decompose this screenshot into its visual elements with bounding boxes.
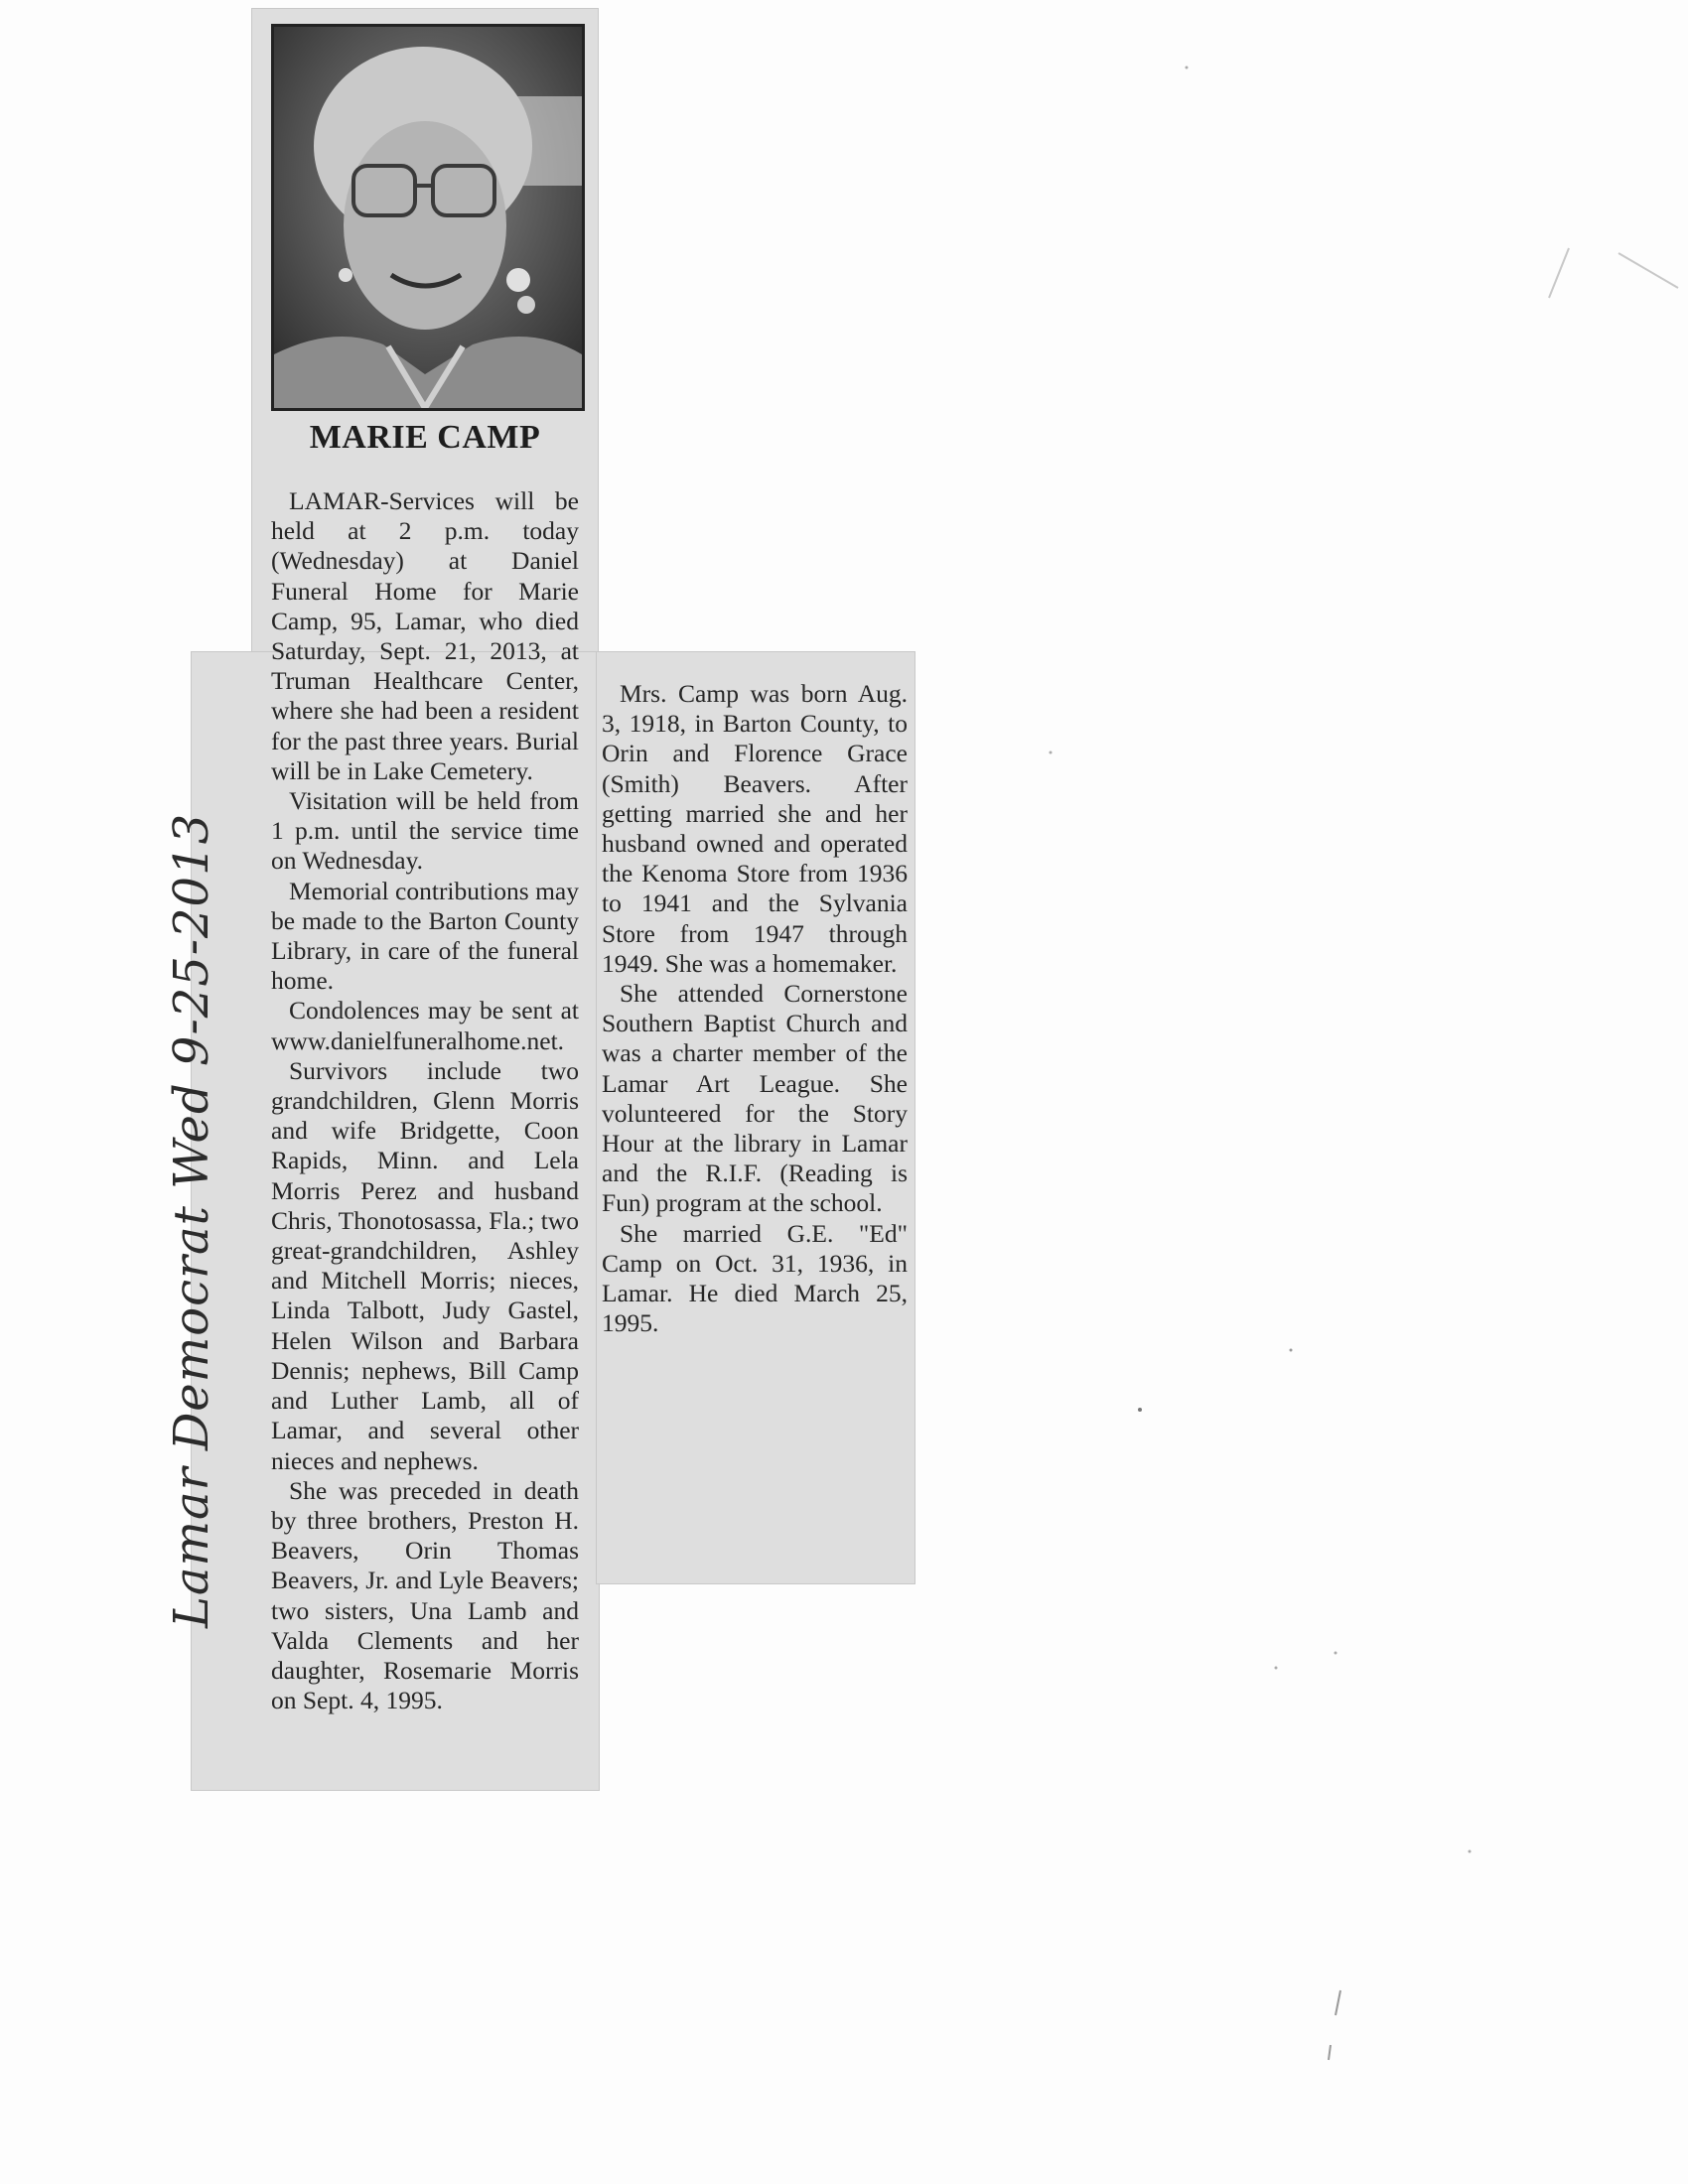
obituary-paragraph: She was preceded in death by three brothers, Preston H. Beavers, Orin Thomas Beavers, Jr. and Lyle Beavers; two sisters, Una Lamb and Valda Clements and her daughter, Rosemarie Morris on Sept. 4, 1995.: [271, 1475, 579, 1715]
obituary-paragraph: LAMAR-Services will be held at 2 p.m. today (Wednesday) at Daniel Funeral Home for Marie Camp, 95, Lamar, who died Saturday, Sept. 21, 2013, at Truman Healthcare Center, where she had been a resident for the past three years. Burial will be in Lake Cemetery.: [271, 486, 579, 785]
obituary-paragraph: Memorial contributions may be made to the Barton County Library, in care of the funeral home.: [271, 876, 579, 996]
obituary-paragraph: Visitation will be held from 1 p.m. until the service time on Wednesday.: [271, 786, 579, 876]
obituary-paragraph: Survivors include two grandchildren, Glenn Morris and wife Bridgette, Coon Rapids, Minn. and Lela Morris Perez and husband Chris, Thonotosassa, Fla.; two great-grandchildren, Ashley and Mitchell Morris; nieces, Linda Talbott, Judy Gastel, Helen Wilson and Barbara Dennis; nephews, Bill Camp and Luther Lamb, all of Lamar, and several other nieces and nephews.: [271, 1055, 579, 1475]
obituary-paragraph: Condolences may be sent at www.danielfuneralhome.net.: [271, 996, 579, 1055]
obituary-paragraph: She married G.E. "Ed" Camp on Oct. 31, 1936, in Lamar. He died March 25, 1995.: [602, 1218, 908, 1338]
obituary-headline: MARIE CAMP: [309, 419, 541, 456]
obituary-paragraph: She attended Cornerstone Southern Baptist Church and was a charter member of the Lamar Art League. She volunteered for the Story Hour at the library in Lamar and the R.I.F. (Reading is Fun) program at the school.: [602, 979, 908, 1218]
handwritten-source-note: Lamar Democrat Wed 9-25-2013: [164, 812, 219, 1628]
obituary-paragraph: Mrs. Camp was born Aug. 3, 1918, in Barton County, to Orin and Florence Grace (Smith) Beavers. After getting married she and her husband owned and operated the Kenoma Store from 1936 to 1941 and the Sylvania Store from 1947 through 1949. She was a homemaker.: [602, 679, 908, 978]
